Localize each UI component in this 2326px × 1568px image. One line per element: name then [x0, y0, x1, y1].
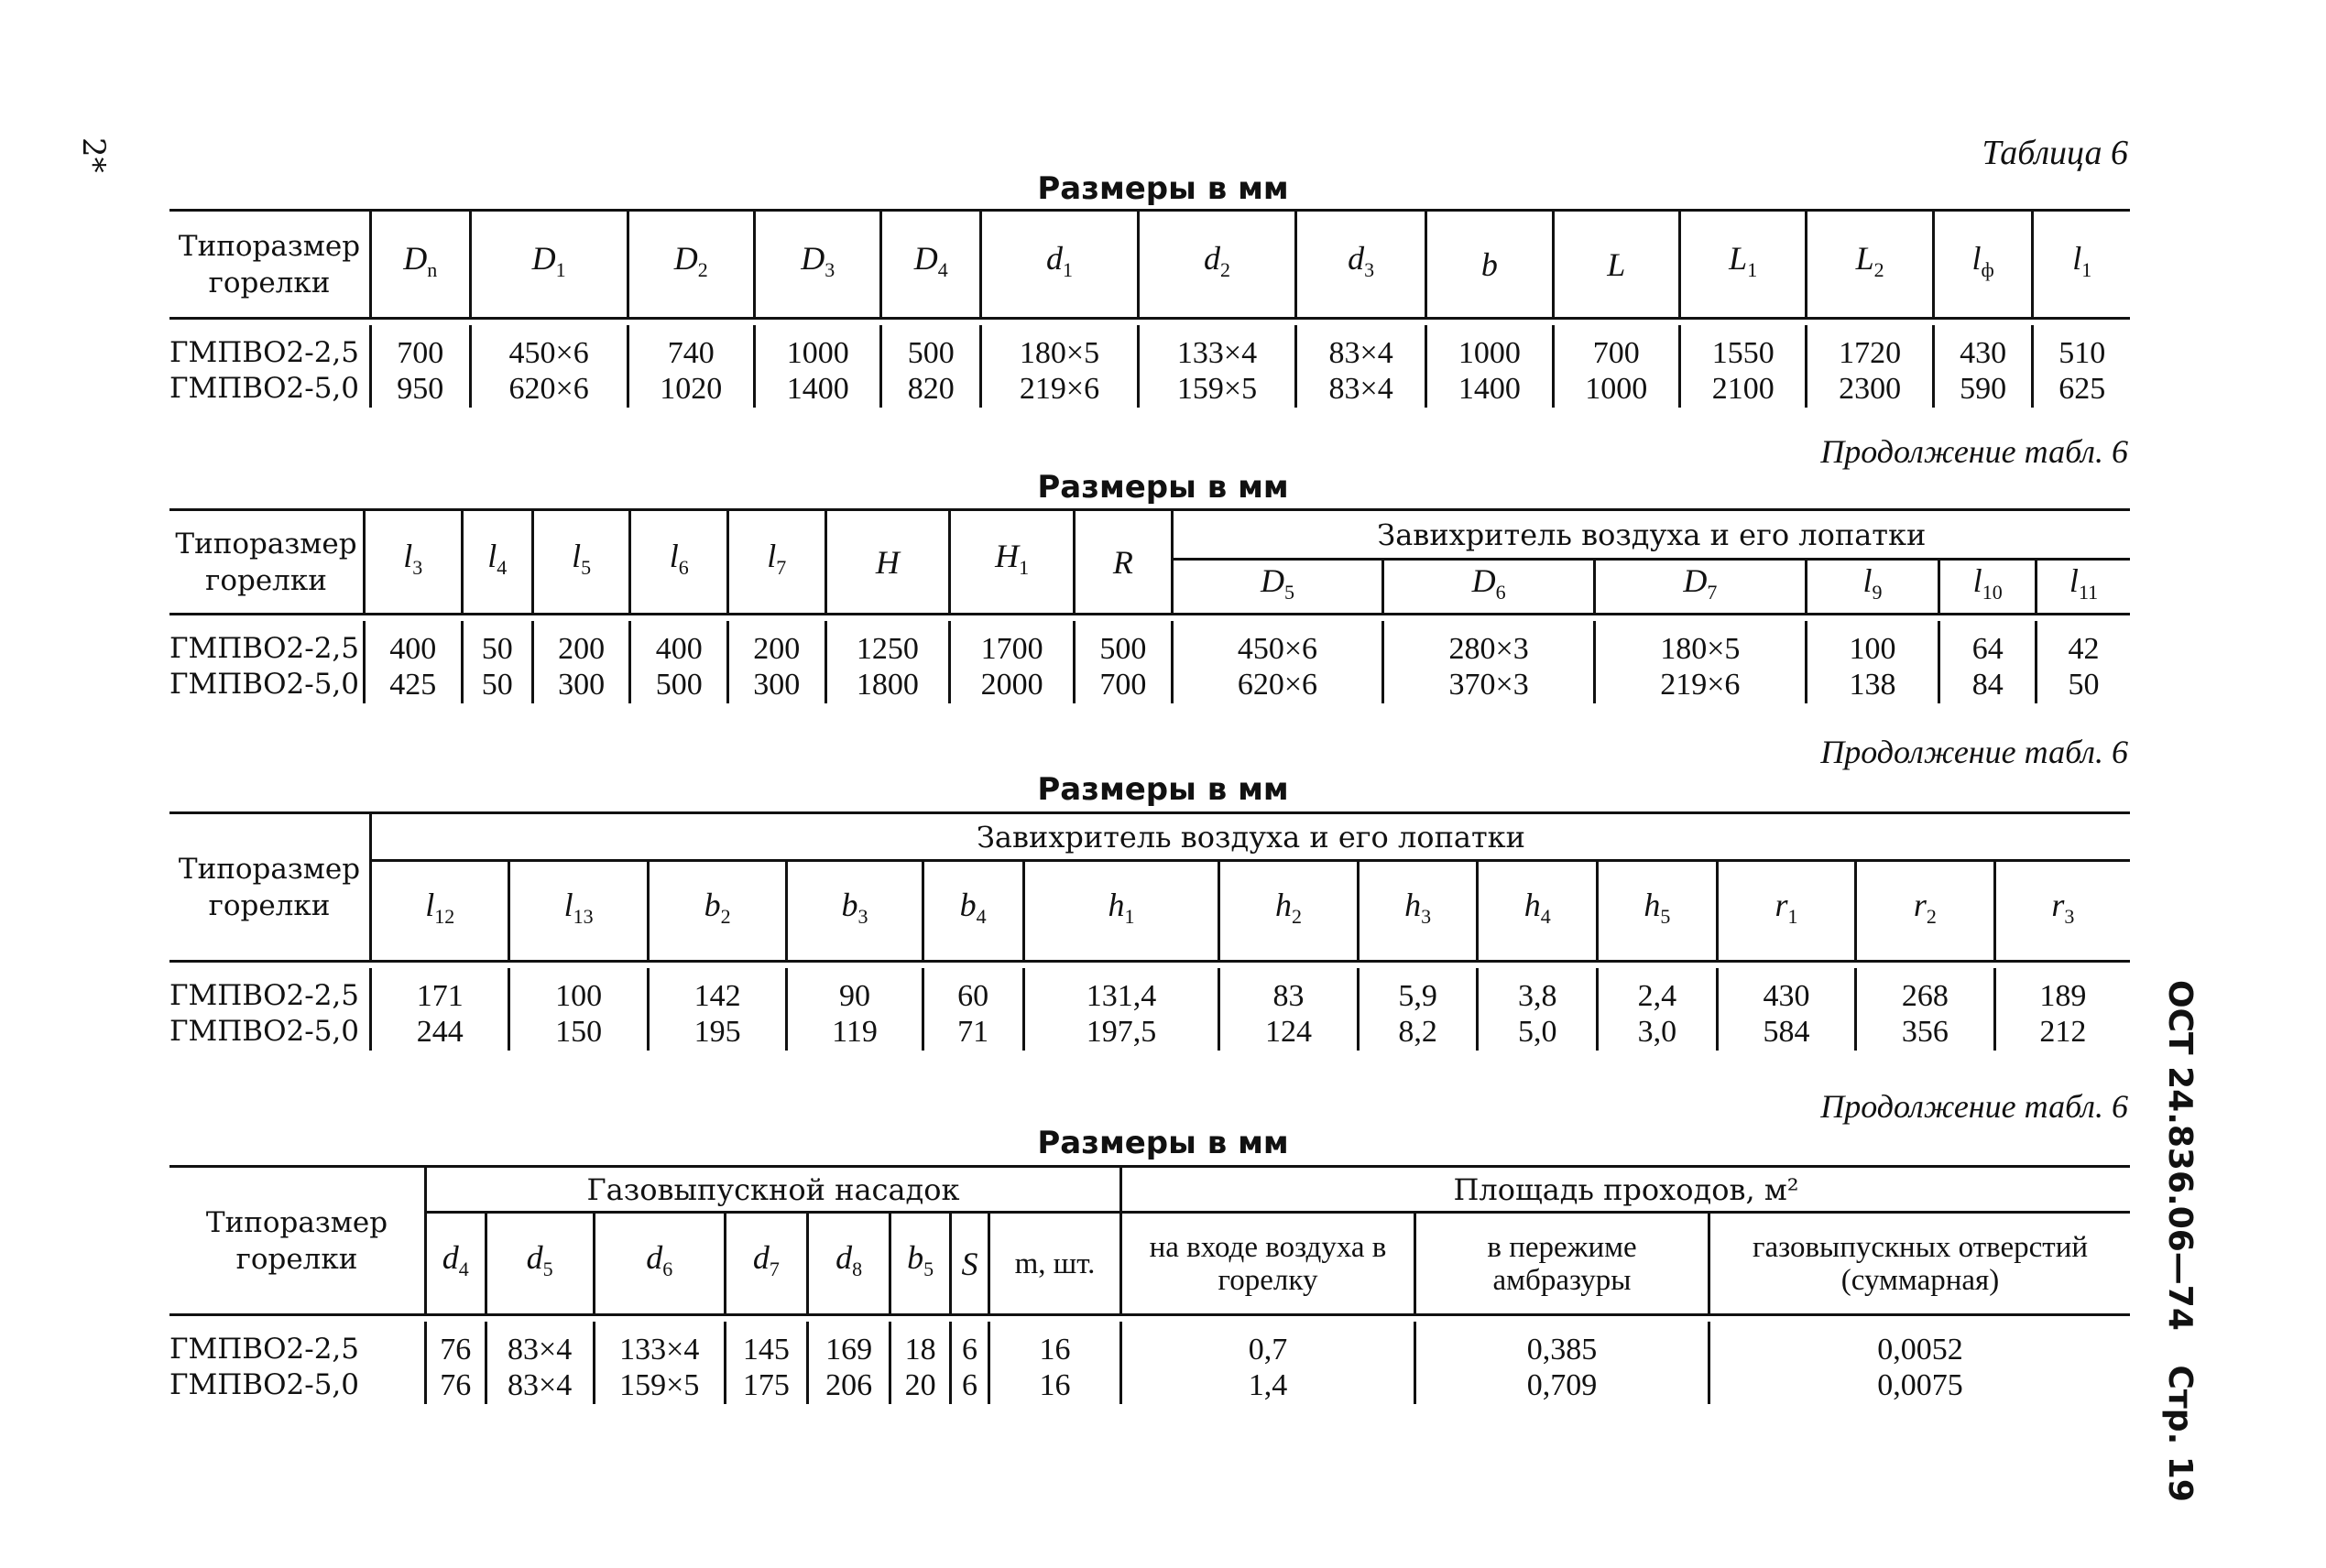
cell: 90: [787, 968, 923, 1015]
cell: 590: [1933, 372, 2033, 408]
cell: 625: [2033, 372, 2130, 408]
cell: 6: [950, 1322, 988, 1368]
t4-group2-title: Площадь проходов, м²: [1121, 1167, 2131, 1213]
cell: 1000: [1426, 325, 1553, 372]
row-name: ГМПВО2-5,0: [169, 1368, 359, 1401]
cell: 133×4: [594, 1322, 725, 1368]
units-caption-3: Размеры в мм: [1037, 771, 1289, 808]
cell: 212: [1994, 1015, 2130, 1051]
t1-h-l1: $l_1$: [2033, 211, 2130, 319]
row-name: ГМПВО2-5,0: [169, 1015, 359, 1048]
table-row: [169, 372, 2130, 408]
t3-h-b2: $b_2$: [648, 861, 786, 962]
cell: 1700: [950, 621, 1075, 668]
t2-h-D5: $D_5$: [1172, 560, 1383, 615]
cell: 50: [462, 621, 532, 668]
t4-h-d6: $d_6$: [594, 1213, 725, 1315]
cell: 268: [1856, 968, 1994, 1015]
t3-h-h4: $h_4$: [1478, 861, 1598, 962]
t3-h-r1: $r_1$: [1717, 861, 1855, 962]
table-1: [169, 209, 2130, 408]
cell: 584: [1717, 1015, 1855, 1051]
cell: 16: [989, 1368, 1121, 1404]
cell: 76: [426, 1322, 486, 1368]
cell: 820: [881, 372, 981, 408]
cell: 3,0: [1598, 1015, 1718, 1051]
cell: 700: [1553, 325, 1679, 372]
col-header-name: Типоразмер горелки: [169, 211, 371, 319]
cell: 1400: [1426, 372, 1553, 408]
cell: 83×4: [1296, 372, 1426, 408]
row-name: ГМПВО2-5,0: [169, 372, 359, 405]
cell: 700: [1075, 668, 1173, 703]
t4-h-d4: $d_4$: [426, 1213, 486, 1315]
cell: 42: [2037, 621, 2130, 668]
cell: 131,4: [1023, 968, 1219, 1015]
cell: 450×6: [470, 325, 628, 372]
cell: 5,0: [1478, 1015, 1598, 1051]
continuation-label-3: Продолжение табл. 6: [1820, 734, 2128, 770]
cell: 1800: [825, 668, 950, 703]
table-title: Таблица 6: [1982, 134, 2128, 172]
cell: 1000: [1553, 372, 1679, 408]
cell: 195: [648, 1015, 786, 1051]
units-caption-1: Размеры в мм: [1037, 170, 1289, 207]
t1-h-b: b: [1426, 211, 1553, 319]
cell: 2300: [1807, 372, 1933, 408]
cell: 83×4: [486, 1322, 594, 1368]
table-row: [169, 325, 2130, 372]
t2-h-H: H: [825, 510, 950, 615]
t1-h-D3: $D_3$: [755, 211, 881, 319]
cell: 400: [630, 621, 728, 668]
cell: 3,8: [1478, 968, 1598, 1015]
cell: 159×5: [594, 1368, 725, 1404]
cell: 1,4: [1121, 1368, 1415, 1404]
cell: 20: [890, 1368, 951, 1404]
t3-h-l13: $l_{13}$: [509, 861, 648, 962]
col-header-name: Типоразмер горелки: [169, 1167, 426, 1315]
continuation-label-2: Продолжение табл. 6: [1820, 433, 2128, 470]
t4-h-air-inlet: на входе воздуха в горелку: [1121, 1213, 1415, 1315]
t3-h-l12: $l_{12}$: [371, 861, 509, 962]
t1-h-L1: $L_1$: [1680, 211, 1807, 319]
cell: 1720: [1807, 325, 1933, 372]
cell: 500: [1075, 621, 1173, 668]
t2-h-l6: $l_6$: [630, 510, 728, 615]
table-row: [169, 1368, 2130, 1404]
cell: 189: [1994, 968, 2130, 1015]
t3-h-h3: $h_3$: [1358, 861, 1478, 962]
cell: 950: [371, 372, 471, 408]
t4-h-S: S: [950, 1213, 988, 1315]
table-row: [169, 1015, 2130, 1051]
t1-h-d3: $d_3$: [1296, 211, 1426, 319]
row-name: ГМПВО2-2,5: [169, 632, 359, 665]
t2-h-H1: $H_1$: [950, 510, 1075, 615]
cell: 0,709: [1415, 1368, 1709, 1404]
corner-mark: 2*: [75, 137, 112, 173]
t4-h-embrasure: в пережиме амбразуры: [1415, 1213, 1709, 1315]
cell: 124: [1219, 1015, 1358, 1051]
t1-h-d1: $d_1$: [981, 211, 1139, 319]
t4-h-b5: $b_5$: [890, 1213, 951, 1315]
t2-group-title: Завихритель воздуха и его лопатки: [1172, 510, 2130, 560]
cell: 100: [1806, 621, 1939, 668]
cell: 430: [1933, 325, 2033, 372]
cell: 430: [1717, 968, 1855, 1015]
cell: 150: [509, 1015, 648, 1051]
cell: 740: [628, 325, 754, 372]
t1-h-D1: $D_1$: [470, 211, 628, 319]
table-4-subheader: [169, 1213, 2130, 1315]
t2-h-l10: $l_{10}$: [1939, 560, 2037, 615]
t2-h-l4: $l_4$: [462, 510, 532, 615]
table-row: [169, 621, 2130, 668]
cell: 83: [1219, 968, 1358, 1015]
cell: 300: [532, 668, 630, 703]
cell: 2100: [1680, 372, 1807, 408]
t1-h-Dn: $D_n$: [371, 211, 471, 319]
table-2: [169, 508, 2130, 703]
cell: 620×6: [470, 372, 628, 408]
cell: 200: [532, 621, 630, 668]
table-row: [169, 1322, 2130, 1368]
cell: 60: [923, 968, 1023, 1015]
t2-h-l11: $l_{11}$: [2037, 560, 2130, 615]
cell: 83×4: [486, 1368, 594, 1404]
cell: 145: [725, 1322, 807, 1368]
row-name: ГМПВО2-2,5: [169, 336, 359, 369]
cell: 133×4: [1139, 325, 1296, 372]
cell: 16: [989, 1322, 1121, 1368]
cell: 71: [923, 1015, 1023, 1051]
cell: 2000: [950, 668, 1075, 703]
col-header-name: Типоразмер горелки: [169, 510, 365, 615]
t3-h-r2: $r_2$: [1856, 861, 1994, 962]
t4-h-d5: $d_5$: [486, 1213, 594, 1315]
table-2-header: [169, 510, 2130, 560]
cell: 159×5: [1139, 372, 1296, 408]
cell: 119: [787, 1015, 923, 1051]
t1-h-D2: $D_2$: [628, 211, 754, 319]
table-row: [169, 968, 2130, 1015]
cell: 180×5: [981, 325, 1139, 372]
cell: 84: [1939, 668, 2037, 703]
cell: 76: [426, 1368, 486, 1404]
cell: 400: [365, 621, 463, 668]
t2-h-l3: $l_3$: [365, 510, 463, 615]
t4-h-m: m, шт.: [989, 1213, 1121, 1315]
col-header-name: Типоразмер горелки: [169, 813, 371, 962]
cell: 1250: [825, 621, 950, 668]
cell: 0,0075: [1709, 1368, 2131, 1404]
cell: 18: [890, 1322, 951, 1368]
cell: 1020: [628, 372, 754, 408]
t3-h-h2: $h_2$: [1219, 861, 1358, 962]
table-4: [169, 1165, 2130, 1404]
t2-h-l9: $l_9$: [1806, 560, 1939, 615]
cell: 171: [371, 968, 509, 1015]
t4-h-d8: $d_8$: [808, 1213, 890, 1315]
t2-h-D6: $D_6$: [1383, 560, 1595, 615]
cell: 300: [727, 668, 825, 703]
cell: 510: [2033, 325, 2130, 372]
cell: 50: [2037, 668, 2130, 703]
units-caption-2: Размеры в мм: [1037, 469, 1289, 506]
standard-number: ОСТ 24.836.06—74: [2161, 980, 2199, 1331]
cell: 5,9: [1358, 968, 1478, 1015]
t1-h-D4: $D_4$: [881, 211, 981, 319]
cell: 280×3: [1383, 621, 1595, 668]
t3-group-title: Завихритель воздуха и его лопатки: [371, 813, 2131, 861]
t3-h-h1: $h_1$: [1023, 861, 1219, 962]
cell: 620×6: [1172, 668, 1383, 703]
cell: 206: [808, 1368, 890, 1404]
cell: 64: [1939, 621, 2037, 668]
cell: 700: [371, 325, 471, 372]
cell: 1400: [755, 372, 881, 408]
cell: 1000: [755, 325, 881, 372]
cell: 450×6: [1172, 621, 1383, 668]
cell: 370×3: [1383, 668, 1595, 703]
table-1-header: [169, 211, 2130, 319]
cell: 0,0052: [1709, 1322, 2131, 1368]
cell: 100: [509, 968, 648, 1015]
cell: 197,5: [1023, 1015, 1219, 1051]
cell: 138: [1806, 668, 1939, 703]
cell: 0,385: [1415, 1322, 1709, 1368]
t3-h-b4: $b_4$: [923, 861, 1023, 962]
cell: 6: [950, 1368, 988, 1404]
row-name: ГМПВО2-2,5: [169, 979, 359, 1012]
row-name: ГМПВО2-5,0: [169, 668, 359, 701]
cell: 219×6: [981, 372, 1139, 408]
t4-group1-title: Газовыпускной насадок: [426, 1167, 1121, 1213]
t3-h-h5: $h_5$: [1598, 861, 1718, 962]
continuation-label-4: Продолжение табл. 6: [1820, 1088, 2128, 1125]
cell: 356: [1856, 1015, 1994, 1051]
t1-h-L2: $L_2$: [1807, 211, 1933, 319]
t2-h-D7: $D_7$: [1594, 560, 1806, 615]
t1-h-d2: $d_2$: [1139, 211, 1296, 319]
row-name: ГМПВО2-2,5: [169, 1333, 359, 1366]
cell: 2,4: [1598, 968, 1718, 1015]
t4-h-gas-openings: газовыпускных отверстий (суммарная): [1709, 1213, 2131, 1315]
cell: 500: [881, 325, 981, 372]
cell: 500: [630, 668, 728, 703]
units-caption-4: Размеры в мм: [1037, 1125, 1289, 1161]
t2-h-R: R: [1075, 510, 1173, 615]
t1-h-L: L: [1553, 211, 1679, 319]
cell: 219×6: [1594, 668, 1806, 703]
side-standard-label: [2161, 980, 2199, 1502]
cell: 142: [648, 968, 786, 1015]
table-3-header: [169, 813, 2130, 861]
cell: 244: [371, 1015, 509, 1051]
t2-h-l5: $l_5$: [532, 510, 630, 615]
cell: 0,7: [1121, 1322, 1415, 1368]
t3-h-b3: $b_3$: [787, 861, 923, 962]
cell: 200: [727, 621, 825, 668]
cell: 83×4: [1296, 325, 1426, 372]
cell: 180×5: [1594, 621, 1806, 668]
cell: 169: [808, 1322, 890, 1368]
cell: 50: [462, 668, 532, 703]
t4-h-d7: $d_7$: [725, 1213, 807, 1315]
t3-h-r3: $r_3$: [1994, 861, 2130, 962]
table-3-subheader: [169, 861, 2130, 962]
table-row: [169, 668, 2130, 703]
table-4-header: [169, 1167, 2130, 1213]
page-number: Стр. 19: [2161, 1365, 2199, 1502]
cell: 8,2: [1358, 1015, 1478, 1051]
t1-h-lf: $l_ф$: [1933, 211, 2033, 319]
table-3: [169, 811, 2130, 1051]
cell: 1550: [1680, 325, 1807, 372]
cell: 175: [725, 1368, 807, 1404]
t2-h-l7: $l_7$: [727, 510, 825, 615]
cell: 425: [365, 668, 463, 703]
